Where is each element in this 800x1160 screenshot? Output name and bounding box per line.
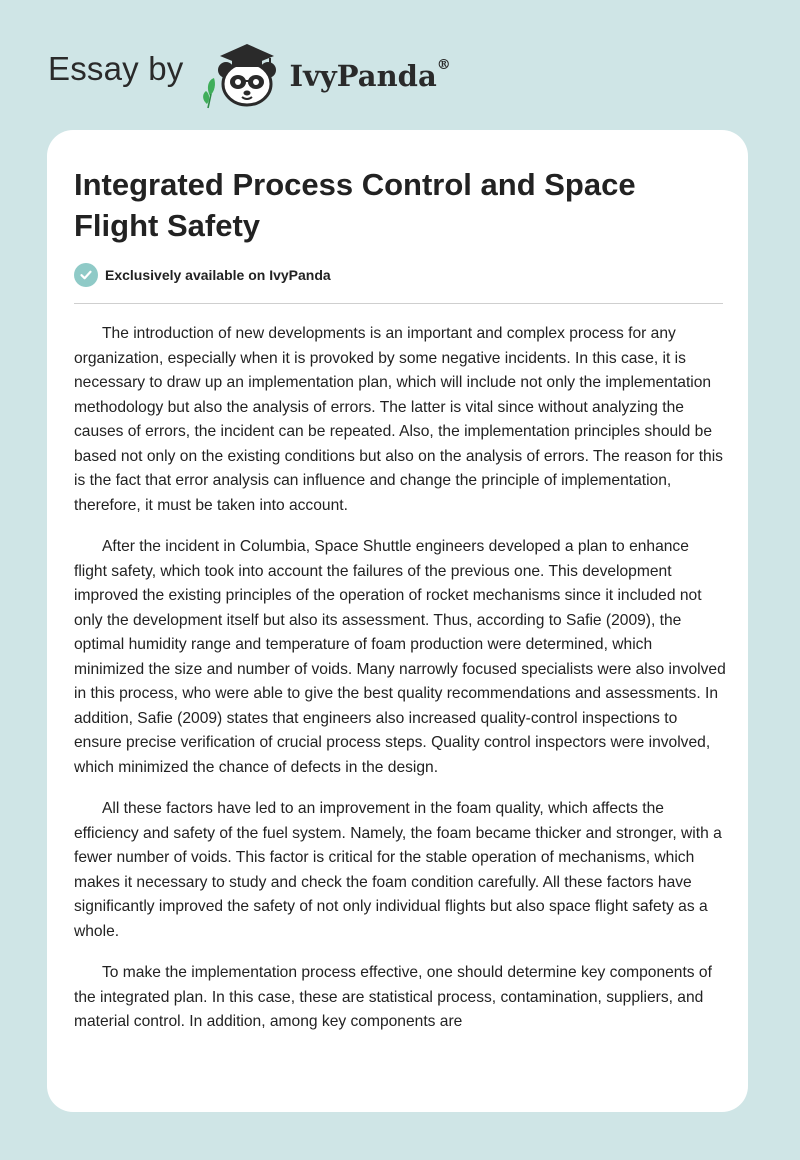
paragraph: All these factors have led to an improvement in the foam quality, which affects the efficiency and safety of the fuel system. Namely, the foam became thicker and stronger, with a fewer number of voids. This factor is critical for the stable operation of mechanisms, which makes it necessary to study and check the foam condition carefully. All these factors have significantly improved the safety of not only individual flights but also space flight safety as a whole. bbox=[74, 800, 722, 940]
divider bbox=[74, 303, 723, 304]
check-icon bbox=[74, 263, 98, 287]
essay-body bbox=[74, 322, 726, 1052]
essay-card bbox=[47, 130, 748, 1112]
registered-mark: ® bbox=[436, 57, 451, 73]
panda-graduate-icon bbox=[198, 34, 286, 110]
exclusive-badge-label: Exclusively available on IvyPanda bbox=[105, 267, 331, 283]
paragraph: To make the implementation process effective, one should determine key components of the integrated plan. In this case, these are statistical process, contamination, suppliers, and material control. In addition, among key components are bbox=[74, 964, 712, 1030]
paragraph: After the incident in Columbia, Space Shuttle engineers developed a plan to enhance flight safety, which took into account the failures of the previous one. This development improved the existing principles of the operation of rocket mechanisms since it included not only the development itself but also its assessment. Thus, according to Safie (2009), the optimal humidity range and temperature of foam production were determined, which minimized the size and number of voids. Many narrowly focused specialists were also involved in this process, who were able to give the best quality recommendations and assessments. In addition, Safie (2009) states that engineers also increased quality-control inspections to ensure precise verification of crucial process steps. Quality control inspectors were involved, which minimized the chance of defects in the design. bbox=[74, 538, 726, 776]
essay-title: Integrated Process Control and Space Flight Safety bbox=[74, 167, 636, 243]
essay-by-label: Essay by bbox=[48, 50, 184, 87]
exclusive-badge bbox=[74, 263, 331, 287]
brand-name: IvyPanda® bbox=[289, 57, 451, 93]
ivypanda-logo[interactable] bbox=[198, 34, 451, 110]
paragraph: The introduction of new developments is an important and complex process for any organization, especially when it is provoked by some negative incidents. In this case, it is necessary to draw up an implementation plan, which will include not only the implementation methodology but also the analysis of errors. The latter is vital since without analyzing the causes of errors, the incident can be repeated. Also, the implementation principles should be based not only on the existing conditions but also on the analysis of errors. The reason for this is the fact that error analysis can influence and change the principle of implementation, therefore, it must be taken into account. bbox=[74, 325, 723, 514]
site-header bbox=[48, 34, 451, 110]
